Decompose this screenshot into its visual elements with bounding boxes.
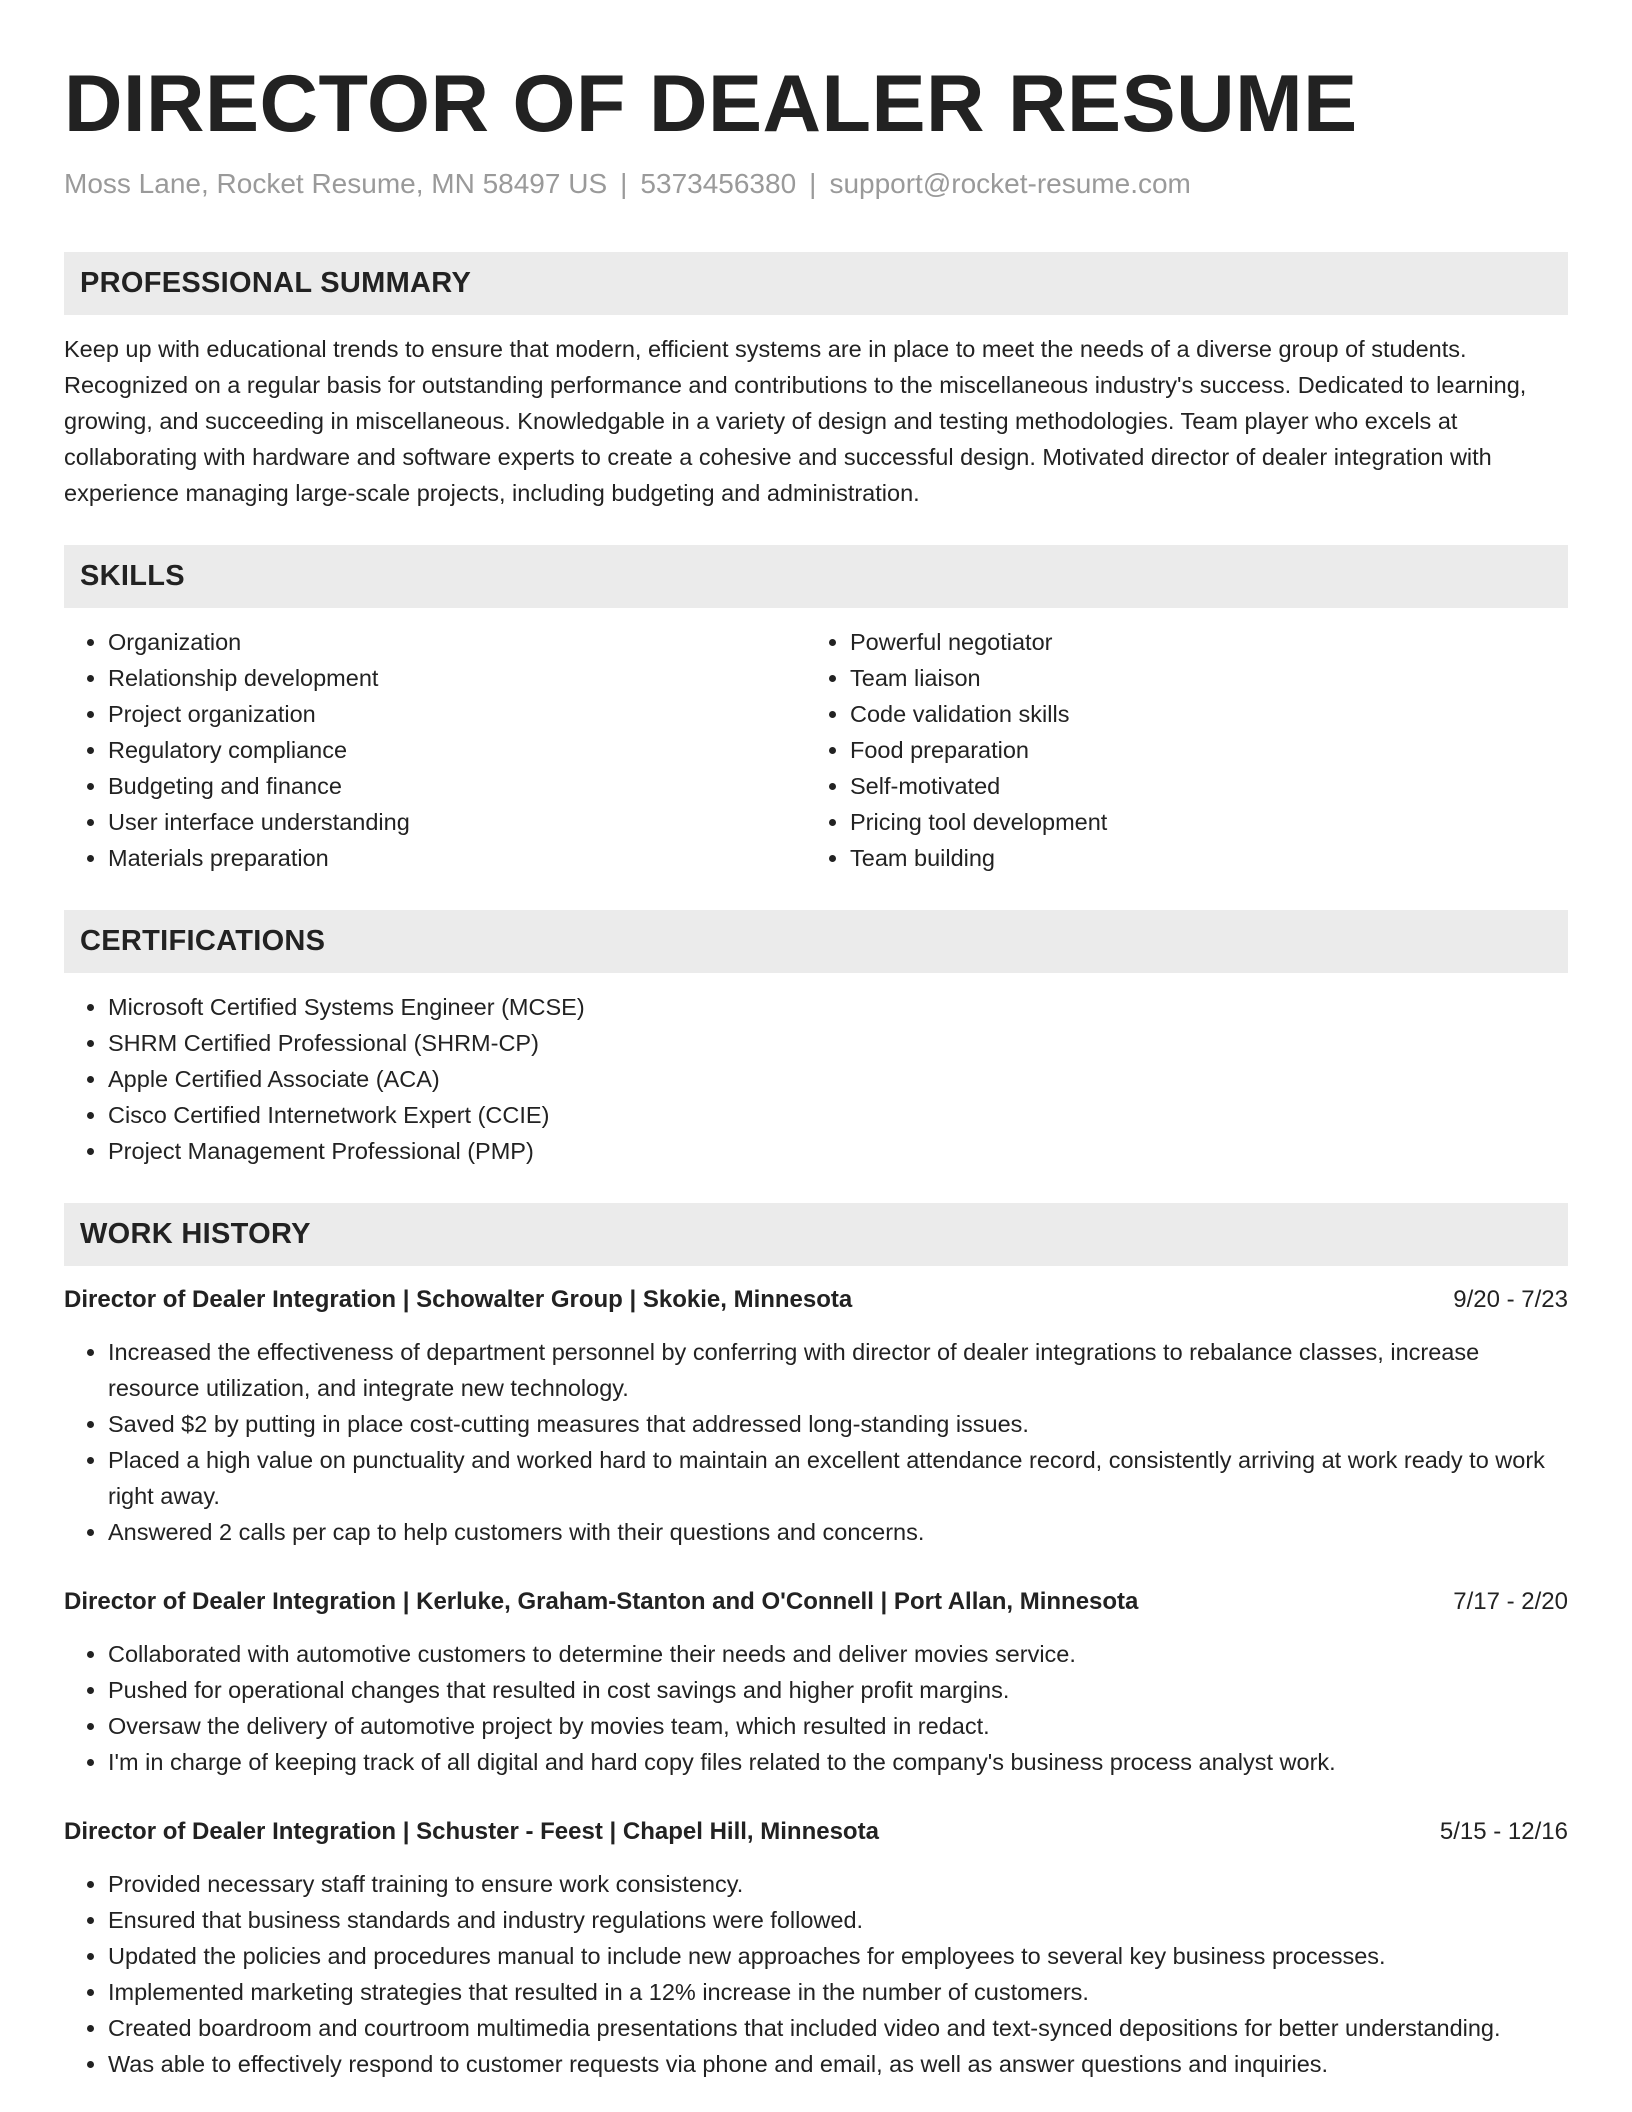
certification-item: • Cisco Certified Internetwork Expert (CCIE) — [108, 1097, 1568, 1133]
certification-item: • SHRM Certified Professional (SHRM-CP) — [108, 1025, 1568, 1061]
skill-item: • Materials preparation — [108, 840, 806, 876]
certification-item: • Project Management Professional (PMP) — [108, 1133, 1568, 1169]
skills-columns — [64, 624, 1568, 876]
job-title: Director of Dealer Integration | Kerluke, Graham-Stanton and O'Connell | Port Allan, Minnesota — [64, 1588, 1139, 1615]
job-bullet: • Increased the effectiveness of department personnel by conferring with director of dealer integrations to rebalance classes, increase resource utilization, and integrate new technology. — [108, 1334, 1568, 1406]
skill-item: • Team building — [850, 840, 1548, 876]
job-header — [64, 1584, 1568, 1620]
skills-column-right — [806, 624, 1548, 876]
job-bullets — [64, 1866, 1568, 2082]
job-bullet: • Saved $2 by putting in place cost-cutting measures that addressed long-standing issues. — [108, 1406, 1568, 1442]
skills-column-left — [64, 624, 806, 876]
job-title: Director of Dealer Integration | Schowalter Group | Skokie, Minnesota — [64, 1286, 853, 1313]
skill-item: • Food preparation — [850, 732, 1548, 768]
skill-item: • Code validation skills — [850, 696, 1548, 732]
skills-list-right — [806, 624, 1548, 876]
contact-line — [64, 166, 1568, 202]
skill-item: • Budgeting and finance — [108, 768, 806, 804]
resume-page — [64, 58, 1568, 2082]
job-bullet: • Ensured that business standards and industry regulations were followed. — [108, 1902, 1568, 1938]
job-dates: 5/15 - 12/16 — [1439, 1818, 1568, 1845]
job-header — [64, 1282, 1568, 1318]
certifications-list — [64, 989, 1568, 1169]
skill-item: • Team liaison — [850, 660, 1548, 696]
job-dates: 9/20 - 7/23 — [1453, 1286, 1568, 1313]
job-bullet: • I'm in charge of keeping track of all digital and hard copy files related to the company's business process analyst work. — [108, 1744, 1568, 1780]
skills-list-left — [64, 624, 806, 876]
skill-item: • Pricing tool development — [850, 804, 1548, 840]
contact-separator: | — [809, 168, 817, 199]
certification-item: • Microsoft Certified Systems Engineer (MCSE) — [108, 989, 1568, 1025]
skill-item: • Regulatory compliance — [108, 732, 806, 768]
resume-title: DIRECTOR OF DEALER RESUME — [64, 59, 1358, 149]
skill-item: • Self-motivated — [850, 768, 1548, 804]
job-bullets — [64, 1334, 1568, 1550]
section-heading-certifications: CERTIFICATIONS — [64, 910, 1568, 973]
job-entry — [64, 1282, 1568, 1550]
job-bullet: • Implemented marketing strategies that resulted in a 12% increase in the number of customers. — [108, 1974, 1568, 2010]
job-bullet: • Placed a high value on punctuality and worked hard to maintain an excellent attendance record, consistently arriving at work ready to work right away. — [108, 1442, 1568, 1514]
contact-separator: | — [620, 168, 628, 199]
job-bullet: • Oversaw the delivery of automotive project by movies team, which resulted in redact. — [108, 1708, 1568, 1744]
skill-item: • Organization — [108, 624, 806, 660]
skill-item: • Relationship development — [108, 660, 806, 696]
job-bullet: • Answered 2 calls per cap to help customers with their questions and concerns. — [108, 1514, 1568, 1550]
contact-address: Moss Lane, Rocket Resume, MN 58497 US — [64, 168, 608, 199]
certification-item: • Apple Certified Associate (ACA) — [108, 1061, 1568, 1097]
job-bullet: • Updated the policies and procedures manual to include new approaches for employees to several key business processes. — [108, 1938, 1568, 1974]
job-bullet: • Was able to effectively respond to customer requests via phone and email, as well as answer questions and inquiries. — [108, 2046, 1568, 2082]
job-dates: 7/17 - 2/20 — [1453, 1588, 1568, 1615]
contact-phone: 5373456380 — [640, 168, 797, 199]
summary-text: Keep up with educational trends to ensure that modern, efficient systems are in place to meet the needs of a diverse group of students. Recognized on a regular basis for outstanding performance and contributions to the miscellaneous industry's success. Dedicated to learning, growing, and succeeding in miscellaneous. Knowledgable in a variety of design and testing methodologies. Team player who excels at collaborating with hardware and software experts to create a cohesive and successful design. Motivated director of dealer integration with experience managing large-scale projects, including budgeting and administration. — [64, 336, 1527, 506]
section-heading-work-history: WORK HISTORY — [64, 1203, 1568, 1266]
job-bullet: • Pushed for operational changes that resulted in cost savings and higher profit margins. — [108, 1672, 1568, 1708]
job-bullets — [64, 1636, 1568, 1780]
job-header — [64, 1814, 1568, 1850]
section-heading-summary: PROFESSIONAL SUMMARY — [64, 252, 1568, 315]
job-entry — [64, 1814, 1568, 2082]
job-bullet: • Collaborated with automotive customers to determine their needs and deliver movies service. — [108, 1636, 1568, 1672]
section-heading-skills: SKILLS — [64, 545, 1568, 608]
job-title: Director of Dealer Integration | Schuster - Feest | Chapel Hill, Minnesota — [64, 1818, 879, 1845]
job-entry — [64, 1584, 1568, 1780]
skill-item: • Project organization — [108, 696, 806, 732]
skill-item: • Powerful negotiator — [850, 624, 1548, 660]
skill-item: • User interface understanding — [108, 804, 806, 840]
job-bullet: • Provided necessary staff training to ensure work consistency. — [108, 1866, 1568, 1902]
job-bullet: • Created boardroom and courtroom multimedia presentations that included video and text-synced depositions for better understanding. — [108, 2010, 1568, 2046]
contact-email: support@rocket-resume.com — [829, 168, 1191, 199]
